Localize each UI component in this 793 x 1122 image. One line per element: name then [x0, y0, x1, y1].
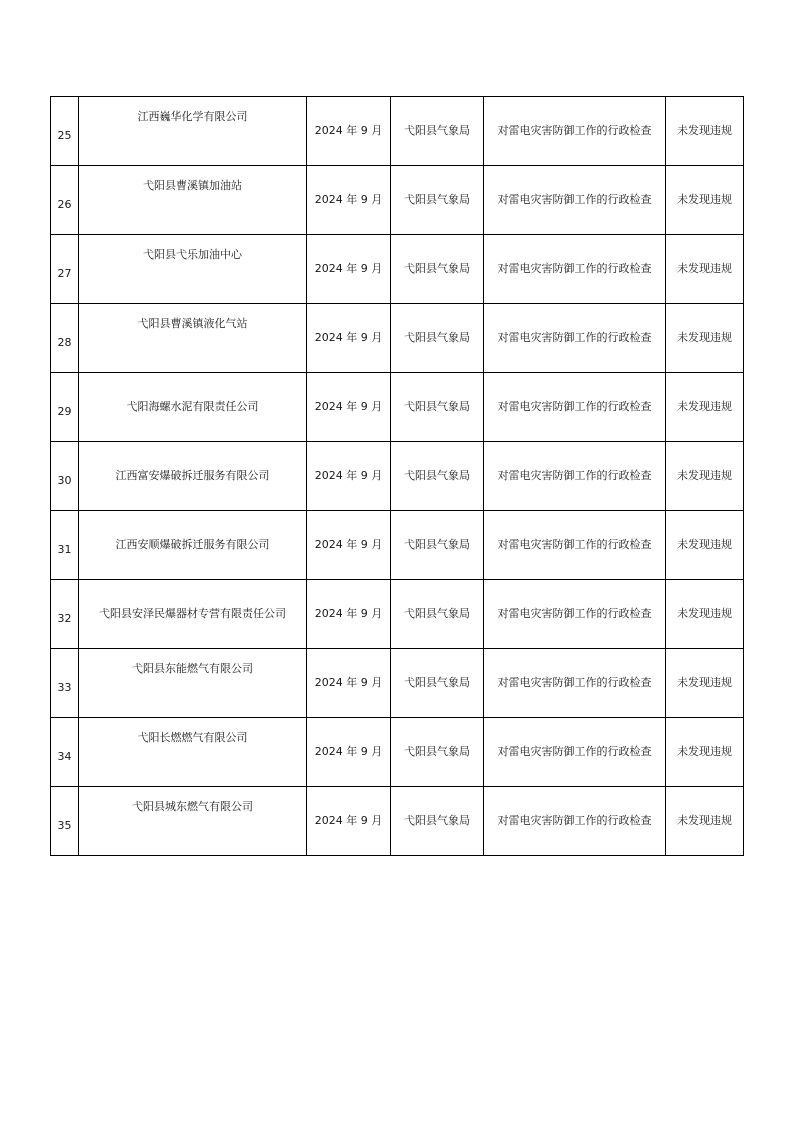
inspection-date: 2024 年 9 月: [314, 124, 383, 137]
row-number: 29: [57, 405, 72, 418]
row-number-cell: [51, 373, 79, 442]
inspection-date: 2024 年 9 月: [314, 193, 383, 206]
inspection-results-table: [50, 96, 744, 856]
company-name: 弋阳县城东燃气有限公司: [132, 800, 253, 813]
inspection-item-cell: [484, 718, 666, 787]
inspection-result: 未发现违规: [677, 262, 732, 275]
company-name: 弋阳海螺水泥有限责任公司: [126, 400, 259, 413]
inspection-date-cell: [307, 235, 391, 304]
inspection-date-cell: [307, 787, 391, 856]
inspection-date-cell: [307, 580, 391, 649]
inspection-date: 2024 年 9 月: [314, 331, 383, 344]
inspecting-agency: 弋阳县气象局: [404, 124, 470, 137]
inspection-item-cell: [484, 442, 666, 511]
inspection-result-cell: [666, 580, 744, 649]
inspection-result-cell: [666, 511, 744, 580]
inspection-date: 2024 年 9 月: [314, 607, 383, 620]
row-number: 34: [57, 750, 72, 763]
inspecting-agency: 弋阳县气象局: [404, 331, 470, 344]
inspection-result-cell: [666, 442, 744, 511]
inspection-result-cell: [666, 718, 744, 787]
inspection-date: 2024 年 9 月: [314, 745, 383, 758]
row-number-cell: [51, 97, 79, 166]
inspection-result-cell: [666, 304, 744, 373]
inspection-item: 对雷电灾害防御工作的行政检查: [497, 538, 652, 551]
inspecting-agency: 弋阳县气象局: [404, 538, 470, 551]
row-number-cell: [51, 511, 79, 580]
inspection-result-cell: [666, 373, 744, 442]
inspection-date-cell: [307, 442, 391, 511]
table-row: [51, 649, 744, 718]
inspection-item-cell: [484, 580, 666, 649]
inspection-date-cell: [307, 649, 391, 718]
inspection-result-cell: [666, 649, 744, 718]
row-number: 31: [57, 543, 72, 556]
company-name-cell: [79, 373, 307, 442]
company-name: 弋阳县曹溪镇液化气站: [137, 317, 248, 330]
inspecting-agency: 弋阳县气象局: [404, 676, 470, 689]
inspecting-agency-cell: [391, 373, 484, 442]
inspection-date: 2024 年 9 月: [314, 400, 383, 413]
table-row: [51, 166, 744, 235]
inspecting-agency-cell: [391, 442, 484, 511]
company-name: 弋阳县曹溪镇加油站: [143, 179, 242, 192]
row-number-cell: [51, 166, 79, 235]
inspection-item-cell: [484, 787, 666, 856]
inspection-item-cell: [484, 166, 666, 235]
company-name-cell: [79, 442, 307, 511]
inspecting-agency: 弋阳县气象局: [404, 745, 470, 758]
inspection-item: 对雷电灾害防御工作的行政检查: [497, 676, 652, 689]
company-name: 弋阳县安泽民爆器材专营有限责任公司: [99, 607, 286, 620]
inspection-date: 2024 年 9 月: [314, 538, 383, 551]
inspecting-agency-cell: [391, 166, 484, 235]
inspection-result-cell: [666, 787, 744, 856]
company-name-cell: [79, 304, 307, 373]
inspecting-agency-cell: [391, 97, 484, 166]
inspection-item-cell: [484, 235, 666, 304]
row-number: 26: [57, 198, 72, 211]
table-row: [51, 373, 744, 442]
inspecting-agency-cell: [391, 580, 484, 649]
inspection-item: 对雷电灾害防御工作的行政检查: [497, 124, 652, 137]
table-row: [51, 511, 744, 580]
table-row: [51, 442, 744, 511]
inspection-date: 2024 年 9 月: [314, 676, 383, 689]
inspection-item-cell: [484, 649, 666, 718]
inspection-item-cell: [484, 373, 666, 442]
inspection-date: 2024 年 9 月: [314, 814, 383, 827]
inspection-result: 未发现违规: [677, 193, 732, 206]
inspecting-agency: 弋阳县气象局: [404, 814, 470, 827]
table-row: [51, 304, 744, 373]
inspection-result-cell: [666, 166, 744, 235]
inspection-date: 2024 年 9 月: [314, 469, 383, 482]
row-number-cell: [51, 718, 79, 787]
table-row: [51, 97, 744, 166]
inspection-item: 对雷电灾害防御工作的行政检查: [497, 469, 652, 482]
company-name: 弋阳县东能燃气有限公司: [132, 662, 253, 675]
company-name-cell: [79, 166, 307, 235]
inspecting-agency-cell: [391, 718, 484, 787]
company-name-cell: [79, 787, 307, 856]
inspecting-agency: 弋阳县气象局: [404, 469, 470, 482]
inspection-item: 对雷电灾害防御工作的行政检查: [497, 814, 652, 827]
row-number-cell: [51, 649, 79, 718]
inspection-result: 未发现违规: [677, 400, 732, 413]
company-name-cell: [79, 649, 307, 718]
company-name: 弋阳县弋乐加油中心: [143, 248, 242, 261]
inspecting-agency-cell: [391, 235, 484, 304]
inspection-result: 未发现违规: [677, 814, 732, 827]
inspection-item-cell: [484, 511, 666, 580]
row-number: 35: [57, 819, 72, 832]
row-number: 33: [57, 681, 72, 694]
inspection-result-cell: [666, 97, 744, 166]
inspection-date-cell: [307, 304, 391, 373]
row-number-cell: [51, 235, 79, 304]
company-name: 江西巍华化学有限公司: [137, 110, 248, 123]
table-row: [51, 787, 744, 856]
table-body: [51, 97, 744, 856]
row-number: 25: [57, 129, 72, 142]
inspection-date-cell: [307, 373, 391, 442]
company-name-cell: [79, 511, 307, 580]
company-name-cell: [79, 97, 307, 166]
inspecting-agency: 弋阳县气象局: [404, 193, 470, 206]
inspecting-agency-cell: [391, 787, 484, 856]
inspection-date-cell: [307, 718, 391, 787]
inspection-result: 未发现违规: [677, 607, 732, 620]
inspecting-agency-cell: [391, 649, 484, 718]
company-name: 江西富安爆破拆迁服务有限公司: [115, 469, 270, 482]
inspection-item: 对雷电灾害防御工作的行政检查: [497, 262, 652, 275]
row-number-cell: [51, 442, 79, 511]
row-number-cell: [51, 580, 79, 649]
inspection-item-cell: [484, 304, 666, 373]
row-number: 27: [57, 267, 72, 280]
inspection-date: 2024 年 9 月: [314, 262, 383, 275]
row-number-cell: [51, 787, 79, 856]
inspection-result: 未发现违规: [677, 676, 732, 689]
row-number-cell: [51, 304, 79, 373]
inspection-result: 未发现违规: [677, 331, 732, 344]
row-number: 28: [57, 336, 72, 349]
row-number: 30: [57, 474, 72, 487]
company-name-cell: [79, 580, 307, 649]
inspecting-agency: 弋阳县气象局: [404, 400, 470, 413]
company-name: 江西安顺爆破拆迁服务有限公司: [115, 538, 270, 551]
inspection-item: 对雷电灾害防御工作的行政检查: [497, 400, 652, 413]
inspection-result: 未发现违规: [677, 745, 732, 758]
table-row: [51, 580, 744, 649]
inspection-date-cell: [307, 166, 391, 235]
inspection-date-cell: [307, 511, 391, 580]
inspection-item-cell: [484, 97, 666, 166]
inspection-item: 对雷电灾害防御工作的行政检查: [497, 607, 652, 620]
inspection-item: 对雷电灾害防御工作的行政检查: [497, 193, 652, 206]
inspection-result: 未发现违规: [677, 469, 732, 482]
table-row: [51, 718, 744, 787]
company-name: 弋阳长燃燃气有限公司: [137, 731, 248, 744]
company-name-cell: [79, 235, 307, 304]
table-row: [51, 235, 744, 304]
inspection-result-cell: [666, 235, 744, 304]
inspecting-agency-cell: [391, 304, 484, 373]
inspection-item: 对雷电灾害防御工作的行政检查: [497, 745, 652, 758]
row-number: 32: [57, 612, 72, 625]
inspection-result: 未发现违规: [677, 124, 732, 137]
inspection-result: 未发现违规: [677, 538, 732, 551]
inspection-date-cell: [307, 97, 391, 166]
inspecting-agency-cell: [391, 511, 484, 580]
company-name-cell: [79, 718, 307, 787]
inspection-item: 对雷电灾害防御工作的行政检查: [497, 331, 652, 344]
inspecting-agency: 弋阳县气象局: [404, 262, 470, 275]
inspecting-agency: 弋阳县气象局: [404, 607, 470, 620]
